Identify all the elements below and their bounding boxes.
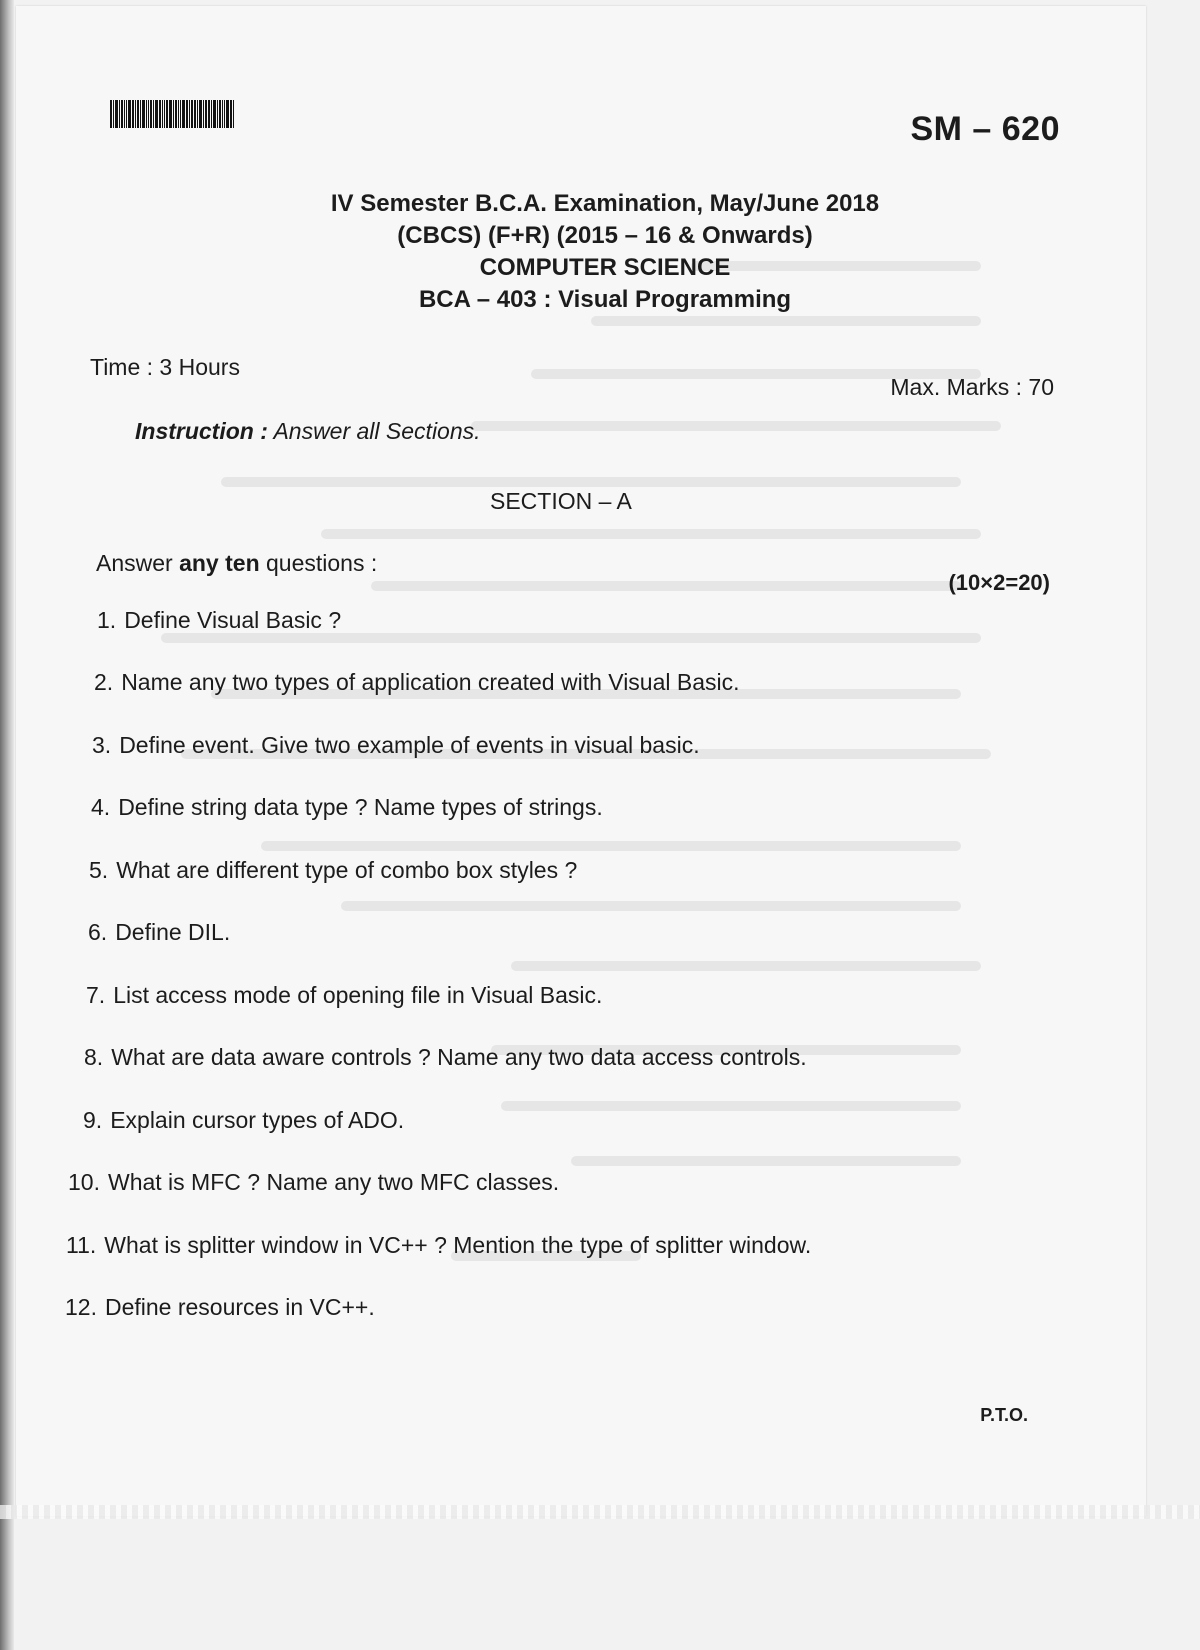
- instruction: [135, 418, 481, 445]
- question-text: Name any two types of application created with Visual Basic.: [121, 669, 740, 695]
- barcode: [110, 100, 266, 128]
- answer-instruction: [96, 550, 377, 577]
- question-item: [88, 919, 230, 946]
- paper-code: SM – 620: [910, 110, 1060, 148]
- question-number: 8.: [84, 1044, 104, 1070]
- question-number: 10.: [68, 1169, 100, 1195]
- question-item: [97, 607, 341, 634]
- question-text: Define DIL.: [115, 919, 231, 945]
- question-number: 3.: [92, 732, 112, 758]
- exam-time: Time : 3 Hours: [90, 354, 240, 380]
- answer-suffix: questions :: [266, 550, 378, 576]
- question-text: Define string data type ? Name types of strings.: [118, 794, 603, 820]
- instruction-text: Answer all Sections.: [273, 418, 481, 444]
- answer-prefix: Answer: [96, 550, 173, 576]
- question-item: [84, 1044, 807, 1071]
- question-text: Define resources in VC++.: [104, 1294, 375, 1320]
- question-number: 7.: [86, 982, 106, 1008]
- question-number: 11.: [66, 1232, 97, 1258]
- question-item: [91, 794, 603, 821]
- question-item: [65, 1294, 375, 1321]
- question-number: 4.: [91, 794, 111, 820]
- question-item: [86, 982, 602, 1009]
- exam-course: BCA – 403 : Visual Programming: [418, 286, 792, 313]
- question-number: 1.: [97, 607, 117, 633]
- question-text: List access mode of opening file in Visual Basic.: [113, 982, 603, 1008]
- exam-max-marks: Max. Marks : 70: [890, 374, 1054, 400]
- question-number: 12.: [65, 1294, 97, 1320]
- please-turn-over: P.T.O.: [980, 1405, 1028, 1425]
- exam-title: IV Semester B.C.A. Examination, May/June 2018: [330, 190, 880, 217]
- question-number: 5.: [89, 857, 109, 883]
- question-item: [94, 669, 740, 696]
- question-text: Define event. Give two example of events in visual basic.: [119, 732, 700, 758]
- question-item: [89, 857, 577, 884]
- torn-paper-edge: [0, 1505, 1200, 1519]
- question-item: [92, 732, 700, 759]
- section-title: SECTION – A: [490, 488, 632, 514]
- question-text: Explain cursor types of ADO.: [110, 1107, 405, 1133]
- question-text: Define Visual Basic ?: [124, 607, 342, 633]
- question-item: [66, 1232, 811, 1259]
- question-number: 9.: [83, 1107, 103, 1133]
- answer-bold: any ten: [179, 550, 260, 576]
- question-text: What is MFC ? Name any two MFC classes.: [107, 1169, 560, 1195]
- question-item: [83, 1107, 404, 1134]
- question-text: What are data aware controls ? Name any two data access controls.: [111, 1044, 807, 1070]
- question-item: [68, 1169, 559, 1196]
- question-number: 2.: [94, 669, 114, 695]
- question-text: What is splitter window in VC++ ? Mention the type of splitter window.: [104, 1232, 812, 1258]
- question-text: What are different type of combo box styles ?: [116, 857, 578, 883]
- exam-scheme: (CBCS) (F+R) (2015 – 16 & Onwards): [397, 222, 813, 249]
- exam-subject: COMPUTER SCIENCE: [479, 254, 731, 281]
- question-number: 6.: [88, 919, 108, 945]
- instruction-label: Instruction :: [135, 418, 268, 444]
- exam-header: [0, 188, 1200, 316]
- marks-scheme: (10×2=20): [948, 570, 1050, 595]
